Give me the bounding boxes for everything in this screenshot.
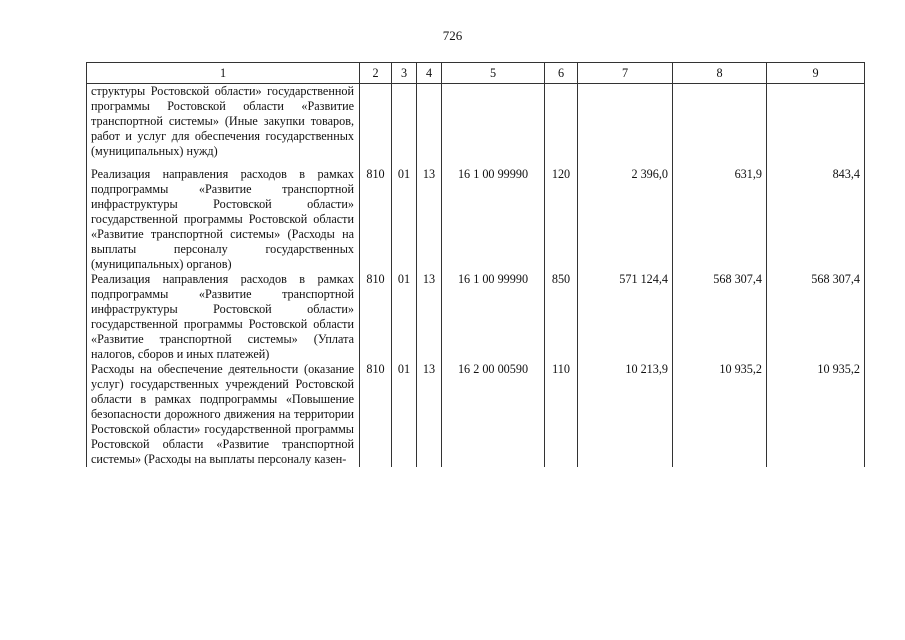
table-row-continuation bbox=[87, 84, 865, 168]
subsection-code: 13 bbox=[417, 167, 442, 272]
row-description: Расходы на обеспечение деятельности (оказание услуг) государственных учреждений Ростовской области в рамках подпрограммы «Повышение безопасности дорожного движения на территории Ростовской области» государственной программы Ростовской области «Развитие транспортной системы» (Расходы на выплаты персоналу казен- bbox=[87, 362, 360, 467]
row-description: Реализация направления расходов в рамках подпрограммы «Развитие транспортной инфраструктуры Ростовской области» государственной программы Ростовской области «Развитие транспортной системы» (Расходы на выплаты персоналу государственных (муниципальных) органов) bbox=[87, 167, 360, 272]
header-col-7: 7 bbox=[578, 63, 673, 84]
section-code: 01 bbox=[392, 362, 417, 467]
target-article-code: 16 1 00 99990 bbox=[442, 167, 545, 272]
header-col-8: 8 bbox=[673, 63, 767, 84]
amount-col-7: 10 213,9 bbox=[578, 362, 673, 467]
ministry-code: 810 bbox=[360, 167, 392, 272]
target-article-code: 16 2 00 00590 bbox=[442, 362, 545, 467]
table-header bbox=[87, 63, 865, 84]
section-code: 01 bbox=[392, 167, 417, 272]
table-row bbox=[87, 272, 865, 362]
header-row bbox=[87, 63, 865, 84]
cell-empty bbox=[767, 84, 865, 168]
amount-col-8: 631,9 bbox=[673, 167, 767, 272]
section-code: 01 bbox=[392, 272, 417, 362]
expense-type-code: 850 bbox=[545, 272, 578, 362]
budget-table bbox=[86, 62, 865, 467]
ministry-code: 810 bbox=[360, 362, 392, 467]
cell-empty bbox=[417, 84, 442, 168]
header-col-6: 6 bbox=[545, 63, 578, 84]
header-col-9: 9 bbox=[767, 63, 865, 84]
header-col-5: 5 bbox=[442, 63, 545, 84]
cell-empty bbox=[578, 84, 673, 168]
amount-col-9: 843,4 bbox=[767, 167, 865, 272]
amount-col-7: 2 396,0 bbox=[578, 167, 673, 272]
amount-col-9: 10 935,2 bbox=[767, 362, 865, 467]
table-row bbox=[87, 362, 865, 467]
row-description: Реализация направления расходов в рамках подпрограммы «Развитие транспортной инфраструктуры Ростовской области» государственной программы Ростовской области «Развитие транспортной системы» (Уплата налогов, сборов и иных платежей) bbox=[87, 272, 360, 362]
expense-type-code: 110 bbox=[545, 362, 578, 467]
subsection-code: 13 bbox=[417, 362, 442, 467]
amount-col-8: 10 935,2 bbox=[673, 362, 767, 467]
table-row bbox=[87, 167, 865, 272]
ministry-code: 810 bbox=[360, 272, 392, 362]
header-col-4: 4 bbox=[417, 63, 442, 84]
target-article-code: 16 1 00 99990 bbox=[442, 272, 545, 362]
expense-type-code: 120 bbox=[545, 167, 578, 272]
cell-empty bbox=[673, 84, 767, 168]
subsection-code: 13 bbox=[417, 272, 442, 362]
continuation-description: структуры Ростовской области» государственной программы Ростовской области «Развитие транспортной системы» (Иные закупки товаров, работ и услуг для обеспечения государственных (муниципальных) нужд) bbox=[87, 84, 360, 168]
page-number: 726 bbox=[442, 28, 463, 43]
cell-empty bbox=[392, 84, 417, 168]
header-col-1: 1 bbox=[87, 63, 360, 84]
header-col-3: 3 bbox=[392, 63, 417, 84]
cell-empty bbox=[545, 84, 578, 168]
cell-empty bbox=[442, 84, 545, 168]
header-col-2: 2 bbox=[360, 63, 392, 84]
amount-col-9: 568 307,4 bbox=[767, 272, 865, 362]
amount-col-7: 571 124,4 bbox=[578, 272, 673, 362]
cell-empty bbox=[360, 84, 392, 168]
amount-col-8: 568 307,4 bbox=[673, 272, 767, 362]
